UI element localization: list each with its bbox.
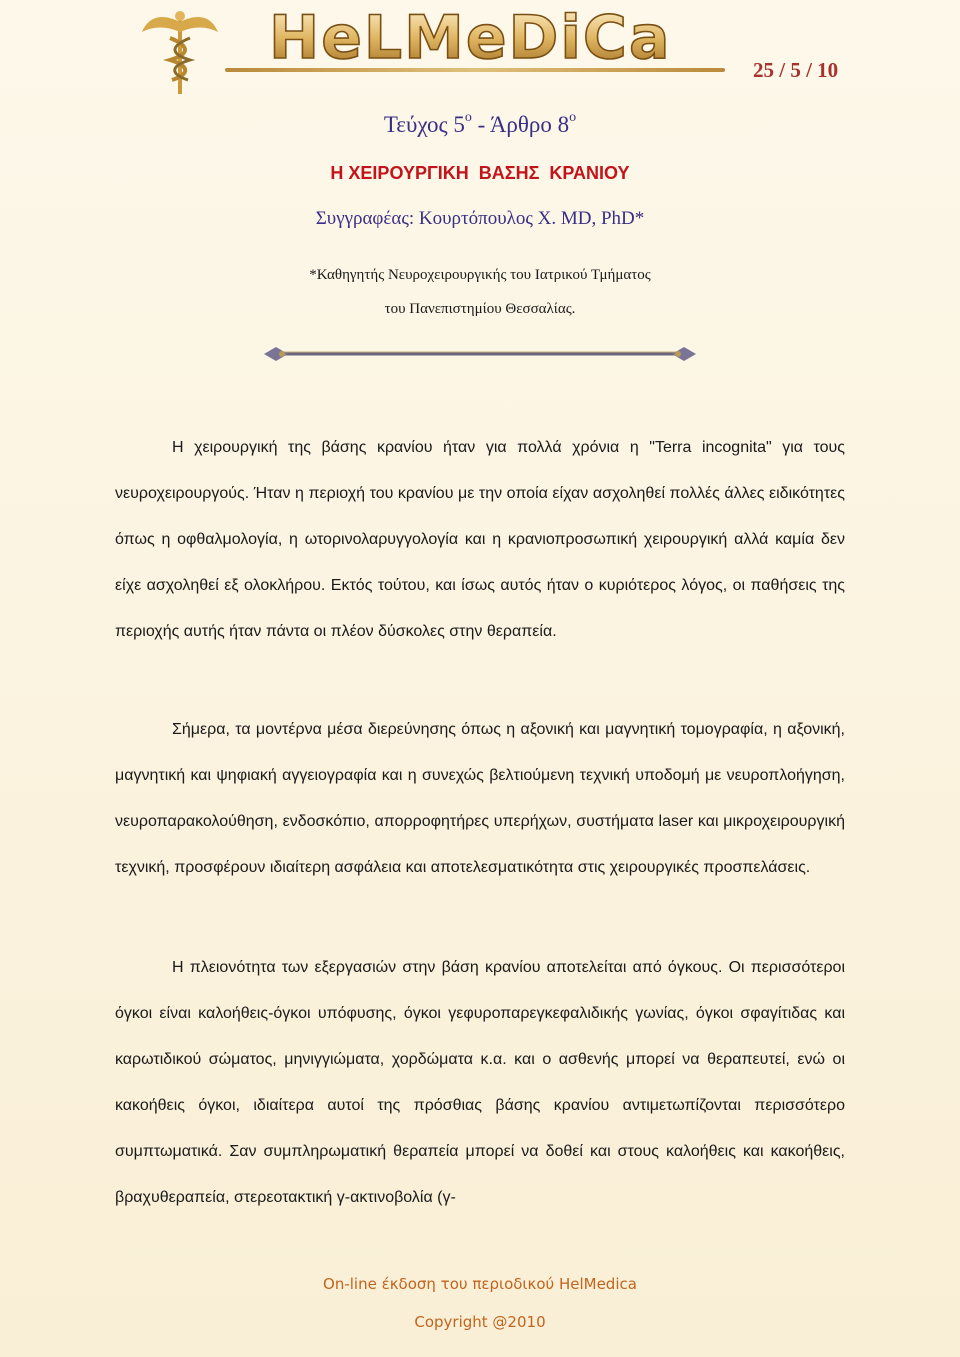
paragraph-text: Σήμερα, τα μοντέρνα μέσα διερεύνησης όπως η αξονική και μαγνητική τομογραφία, η αξονική, μαγνητική και ψηφιακή αγγειογραφία και η συνεχώς βελτιούμενη τεχνική υποδομή με νευροπλοήγηση, νευροπαρακολούθηση, ενδοσκόπιο, απορροφητήρες υπερήχων, συστήματα laser και μικροχειρουργική τεχνική, προσφέρουν ιδιαίτερη ασφάλεια και αποτελεσματικότητα στις χειρουργικές προσπελάσεις. bbox=[115, 721, 845, 876]
affiliation-line-1: *Καθηγητής Νευροχειρουργικής του Ιατρικού Τμήματος bbox=[309, 267, 651, 283]
paragraph-2 bbox=[115, 707, 845, 891]
paragraph-text: Η πλειονότητα των εξεργασιών στην βάση κρανίου αποτελείται από όγκους. Οι περισσότεροι όγκοι είναι καλοήθεις-όγκοι υπόφυσης, όγκοι γεφυροπαρεγκεφαλιδικής γωνίας, όγκοι σφαγίτιδας και καρωτιδικού σώματος, μηνιγγιώματα, χορδώματα κ.α. και ο ασθενής μπορεί να θεραπευτεί, ενώ οι κακοήθεις όγκοι, ιδιαίτερα αυτοί της πρόσθιας βάσης κρανίου αντιμετωπίζονται περισσότερο συμπτωματικά. Σαν συμπληρωματική θεραπεία μπορεί να δοθεί και στους καλοήθεις και κακοήθεις, βραχυθεραπεία, στερεοτακτική γ-ακτινοβολία (γ- bbox=[115, 959, 845, 1206]
page-header bbox=[0, 0, 960, 100]
issue-line bbox=[0, 112, 960, 138]
article-number: Άρθρο 8 bbox=[489, 112, 570, 137]
paragraph-1 bbox=[115, 425, 845, 655]
article-number-superscript: ο bbox=[569, 110, 577, 126]
issue-number: Τεύχος 5 bbox=[383, 112, 465, 137]
paragraph-text: Η χειρουργική της βάσης κρανίου ήταν για πολλά χρόνια η "Terra incognita" για τους νευροχειρουργούς. Ήταν η περιοχή του κρανίου με την οποία είχαν ασχοληθεί πολλές άλλες ειδικότητες όπως η οφθαλμολογία, η ωτορινολαρυγγολογία και η κρανιοπροσωπική χειρουργική αλλά καμία δεν είχε ασχοληθεί εξ ολοκλήρου. Εκτός τούτου, και ίσως αυτός ήταν ο κυριότερος λόγος, οι παθήσεις της περιοχής αυτής ήταν πάντα οι πλέον δύσκολες στην θεραπεία. bbox=[115, 439, 845, 640]
author-line: Συγγραφέας: Κουρτόπουλος Χ. MD, PhD* bbox=[315, 208, 645, 229]
paragraph-3 bbox=[115, 945, 845, 1221]
logo-text: HeLMeDiCa bbox=[269, 4, 672, 68]
issue-separator: - bbox=[471, 112, 490, 137]
helmedica-logo bbox=[265, 4, 705, 68]
affiliation-line-2: του Πανεπιστημίου Θεσσαλίας. bbox=[384, 301, 576, 317]
ornamental-divider bbox=[262, 343, 698, 365]
footer-copyright: Copyright @2010 bbox=[414, 1313, 546, 1331]
caduceus-logo-icon bbox=[140, 8, 220, 98]
article-title: Η ΧΕΙΡΟΥΡΓΙΚΗ ΒΑΣΗΣ ΚΡΑΝΙΟΥ bbox=[330, 163, 630, 183]
issue-number-superscript: ο bbox=[464, 110, 472, 126]
issue-date: 25 / 5 / 10 bbox=[753, 58, 839, 82]
header-rule bbox=[225, 68, 725, 72]
footer-publication: On-line έκδοση του περιοδικού HelMedica bbox=[323, 1275, 637, 1293]
